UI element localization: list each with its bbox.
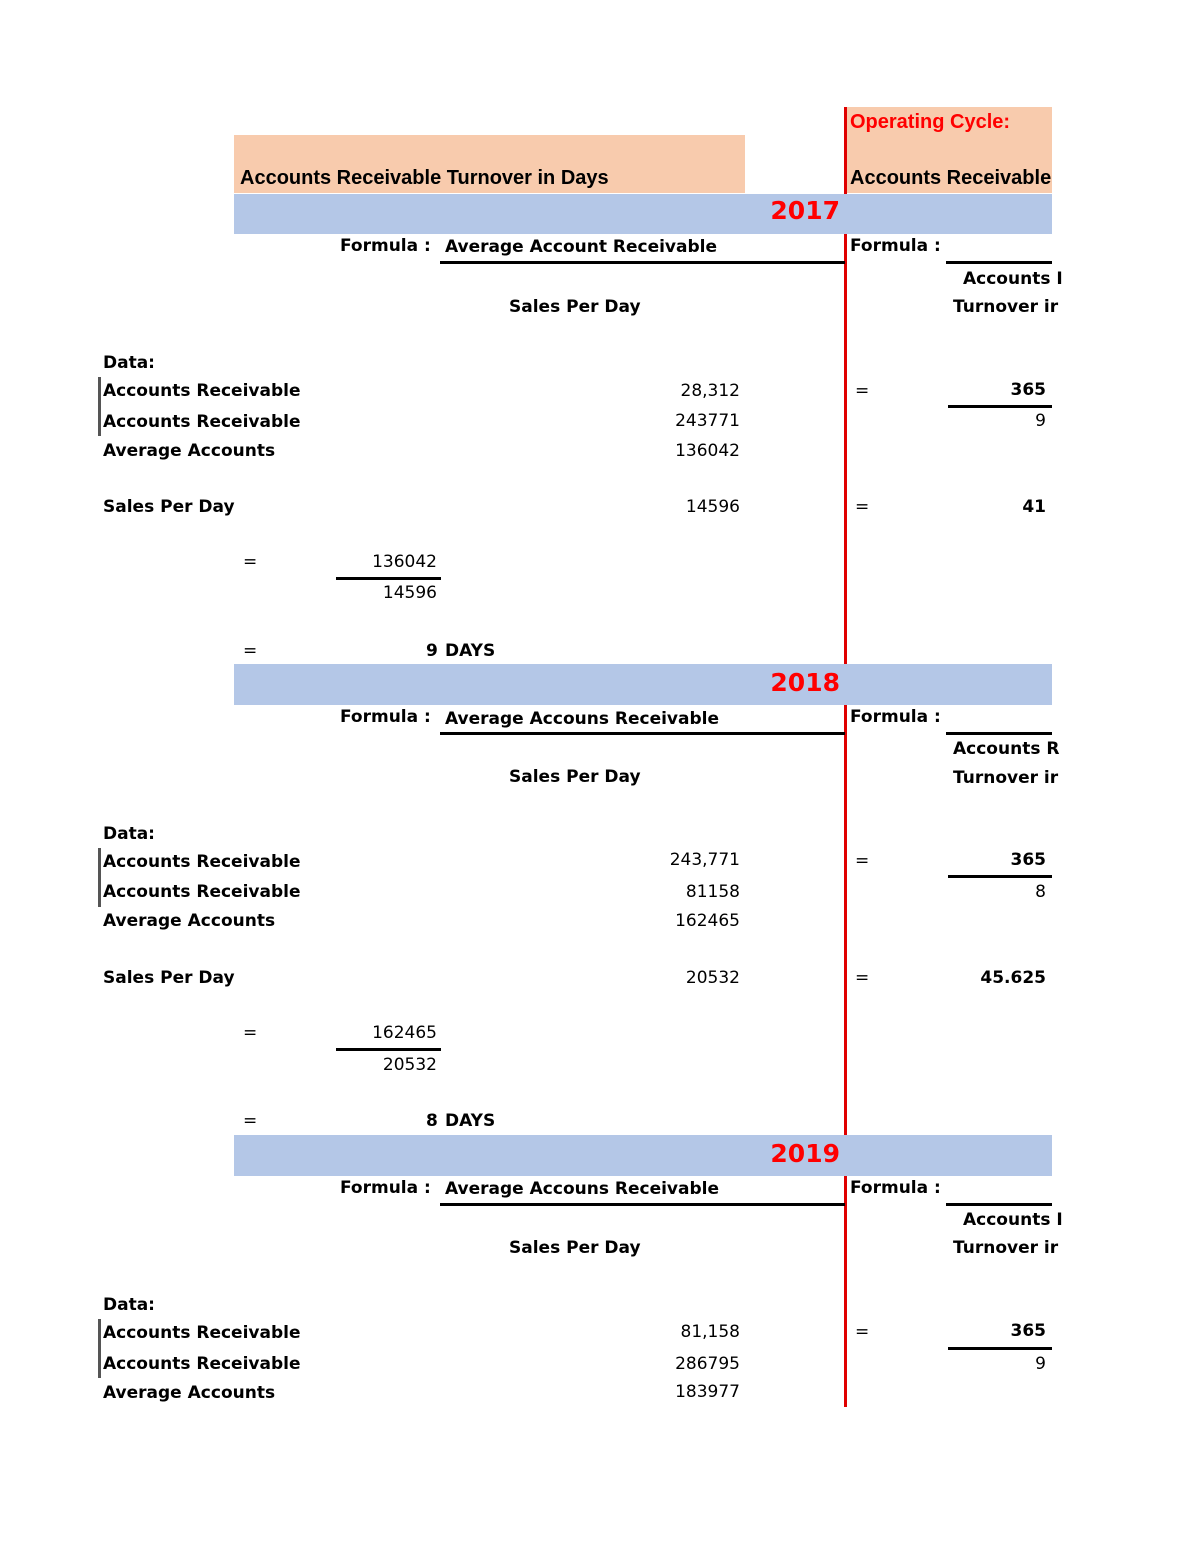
year-band — [234, 194, 1052, 234]
right-result-equals: = — [855, 968, 870, 988]
row-value: 183977 — [675, 1382, 740, 1402]
row-marker — [98, 1319, 101, 1378]
result-equals: = — [243, 641, 258, 661]
row-label: Accounts Receivable — [103, 852, 301, 872]
right-formula-label: Formula : — [850, 707, 941, 727]
row-label: Average Accounts — [103, 1383, 276, 1403]
calc-fraction-line — [336, 577, 441, 580]
row-label: Accounts Receivable — [103, 1354, 301, 1374]
column-divider — [844, 107, 847, 1407]
right-result-value: 45.625 — [980, 968, 1046, 988]
formula-label: Formula : — [340, 236, 431, 256]
data-label: Data: — [103, 1295, 155, 1315]
right-equals: = — [855, 851, 870, 871]
right-formula-numerator: Accounts R — [953, 739, 1060, 759]
sales-per-day-value: 14596 — [685, 497, 740, 517]
right-result-equals: = — [855, 497, 870, 517]
row-value: 81,158 — [680, 1322, 740, 1342]
row-label: Average Accounts — [103, 441, 276, 461]
calc-equals: = — [243, 1023, 258, 1043]
right-equals: = — [855, 1322, 870, 1342]
right-equals: = — [855, 381, 870, 401]
right-formula-numerator: Accounts I — [963, 1210, 1063, 1230]
year-band — [234, 1135, 1052, 1176]
formula-label: Formula : — [340, 707, 431, 727]
calc-denominator: 20532 — [382, 1055, 437, 1075]
row-value: 243771 — [675, 411, 740, 431]
right-formula-label: Formula : — [850, 236, 941, 256]
formula-denominator: Sales Per Day — [509, 767, 641, 787]
year-label: 2018 — [770, 668, 840, 697]
row-label: Accounts Receivable — [103, 412, 301, 432]
result-days-number: 9 — [426, 641, 438, 661]
formula-denominator: Sales Per Day — [509, 1238, 641, 1258]
result-days-unit: DAYS — [445, 1111, 496, 1131]
right-formula-label: Formula : — [850, 1178, 941, 1198]
calc-equals: = — [243, 552, 258, 572]
data-label: Data: — [103, 353, 155, 373]
formula-numerator: Average Accouns Receivable — [445, 709, 720, 729]
right-denominator-value: 9 — [1035, 411, 1046, 431]
right-formula-denominator: Turnover ir — [953, 768, 1059, 788]
year-label: 2019 — [770, 1139, 840, 1168]
right-fraction-line — [948, 1347, 1052, 1350]
row-value: 28,312 — [680, 381, 740, 401]
calc-numerator: 136042 — [372, 552, 437, 572]
right-numerator-value: 365 — [1010, 1321, 1046, 1341]
operating-cycle-label: Operating Cycle: — [850, 111, 1011, 133]
row-label: Accounts Receivable — [103, 381, 301, 401]
row-label: Average Accounts — [103, 911, 276, 931]
right-formula-line — [946, 732, 1052, 735]
row-label: Accounts Receivable — [103, 882, 301, 902]
right-formula-line — [946, 1203, 1052, 1206]
formula-denominator: Sales Per Day — [509, 297, 641, 317]
right-denominator-value: 8 — [1035, 882, 1046, 902]
formula-label: Formula : — [340, 1178, 431, 1198]
right-formula-line — [946, 261, 1052, 264]
result-days-number: 8 — [426, 1111, 438, 1131]
right-fraction-line — [948, 875, 1052, 878]
row-value: 136042 — [675, 441, 740, 461]
row-value: 243,771 — [669, 850, 740, 870]
row-value: 81158 — [685, 882, 740, 902]
sales-per-day-value: 20532 — [685, 968, 740, 988]
right-numerator-value: 365 — [1010, 850, 1046, 870]
formula-fraction-line — [440, 1203, 845, 1206]
right-result-value: 41 — [1022, 497, 1046, 517]
row-value: 162465 — [675, 911, 740, 931]
right-formula-denominator: Turnover ir — [953, 1238, 1059, 1258]
page-title: Accounts Receivable Turnover in Days — [240, 167, 609, 189]
right-panel-title: Accounts Receivable — [850, 167, 1052, 189]
calc-fraction-line — [336, 1048, 441, 1051]
formula-fraction-line — [440, 732, 845, 735]
right-denominator-value: 9 — [1035, 1354, 1046, 1374]
result-days-unit: DAYS — [445, 641, 496, 661]
row-value: 286795 — [675, 1354, 740, 1374]
formula-fraction-line — [440, 261, 845, 264]
data-label: Data: — [103, 824, 155, 844]
row-label: Accounts Receivable — [103, 1323, 301, 1343]
sales-per-day-label: Sales Per Day — [103, 968, 235, 988]
row-marker — [98, 848, 101, 907]
formula-numerator: Average Accouns Receivable — [445, 1179, 720, 1199]
right-formula-numerator: Accounts I — [963, 269, 1063, 289]
calc-denominator: 14596 — [382, 583, 437, 603]
right-formula-denominator: Turnover ir — [953, 297, 1059, 317]
calc-numerator: 162465 — [372, 1023, 437, 1043]
formula-numerator: Average Account Receivable — [445, 237, 718, 257]
result-equals: = — [243, 1111, 258, 1131]
year-label: 2017 — [770, 196, 840, 225]
right-numerator-value: 365 — [1010, 380, 1046, 400]
year-band — [234, 664, 1052, 705]
row-marker — [98, 377, 101, 436]
sales-per-day-label: Sales Per Day — [103, 497, 235, 517]
right-fraction-line — [948, 405, 1052, 408]
